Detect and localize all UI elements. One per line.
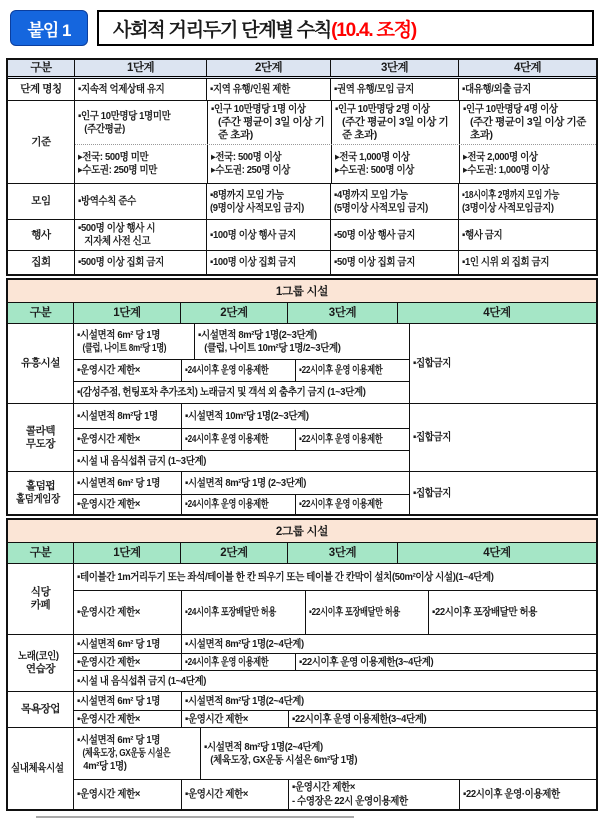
row-label: 행사 xyxy=(31,228,51,241)
cell: ▪4명까지 모임 가능 xyxy=(334,188,408,201)
cell: ▪운영시간 제한× xyxy=(77,433,141,446)
cell: ▪운영시간 제한× xyxy=(77,787,141,800)
cell: ▪100명 이상 집회 금지 xyxy=(210,256,296,269)
cell: ▪운영시간 제한× xyxy=(77,606,141,619)
cell: ▪운영시간 제한× xyxy=(77,655,141,668)
title-revision-note: (10.4. 조정) xyxy=(331,19,416,41)
cell: ▪24시이후 운영 이용제한 xyxy=(185,364,269,377)
cell: ▪시설면적 8m²당 1명(2~4단계) xyxy=(203,740,323,753)
cell: ▪시설면적 8m²당 1명 (2~3단계) xyxy=(185,476,307,489)
row-label: 목욕장업 xyxy=(21,703,60,716)
cell: ▪지속적 억제상태 유지 xyxy=(78,83,165,96)
group1-table xyxy=(6,278,598,516)
cell: ▪22시이후 운영 이용제한 xyxy=(298,498,383,511)
cell: ▪50명 이상 행사 금지 xyxy=(334,228,415,241)
col-header-stage2: 2단계 xyxy=(180,303,287,323)
group2-table xyxy=(6,518,598,810)
cell: ▪인구 10만명당 1명 이상 xyxy=(211,103,306,116)
cell: ▪시설면적 6m² 당 1명 xyxy=(77,476,161,489)
row-karaoke xyxy=(8,635,596,692)
group1-section-header: 1그룹 시설 xyxy=(8,280,596,303)
page-title: 사회적 거리두기 단계별 수칙 xyxy=(113,19,332,41)
cell: ▪18시이후 2명까지 모임 가능 xyxy=(462,188,560,201)
row-label: 집회 xyxy=(31,256,51,269)
cell: ▪인구 10만명당 4명 이상 xyxy=(463,103,558,116)
row-label: 노래(코인) xyxy=(17,650,59,663)
cell: ▪시설면적 8m²당 1명(2~4단계) xyxy=(185,694,304,707)
row-entertainment: 유흥시설 ▪시설면적 6m² 당 1명 (클럽, 나이트 8m²당 1명) ▪시설면적 8m²당 1명(2~3단계) (클럽, 나이트 10m²당 1명/2~3단계) ▪운영시간 제한× ▪24시이후 운영 이용제한 ▪22시이후 운영 이용제한 ▪(감성주점, 헌팅포차 추가조치) 노래금지 및 객석 외 춤추기 금지 (1~3단계) ▪집합금지 xyxy=(8,324,596,404)
cell: ▪24시이후 포장배달만 허용 xyxy=(185,606,277,619)
row-criteria: 기준 ▪인구 10만명당 1명미만 (주간평균) ▪인구 10만명당 1명 이상 (주간 평균이 3일 이상 기준 초과) ▪인구 10만명당 2명 이상 (주간 평균이 3일 이상 기준 초과) ▪인구 10만명당 4명 이상 (주간 평균이 3일 이상 기준 초과) ▸전국: 500명 미만 ▸수도권: 250명 미만 ▸전국: 500명 이상 ▸수도권: 250명 이상 ▸전국 1,000명 이상 ▸수도권: 500명 이상 ▸전국 2,000명 이상 ▸수도권: 1,000명 이상 xyxy=(8,101,596,184)
row-label: 단계 명칭 xyxy=(20,83,62,96)
cell: ▪시설면적 8m²당 1명(2~4단계) xyxy=(185,637,304,650)
cell: ▪22시이후 포장배달만 허용 xyxy=(308,606,400,619)
col-header-stage3: 3단계 xyxy=(330,60,458,76)
cell: ▪22시이후 운영·이용제한 xyxy=(463,787,560,800)
cell: ▪인구 10만명당 2명 이상 xyxy=(335,103,430,116)
table-header-row xyxy=(8,60,596,79)
cell: ▪시설면적 6m² 당 1명 xyxy=(77,637,161,650)
attachment-badge: 붙임 1 xyxy=(10,10,88,46)
col-header-stage2: 2단계 xyxy=(180,543,287,563)
cell: ▪운영시간 제한× xyxy=(77,712,141,725)
row-label: 실내체육시설 xyxy=(11,761,64,774)
row-holdem xyxy=(8,472,596,514)
title-box xyxy=(97,10,594,46)
cell: ▪운영시간 제한× xyxy=(77,364,141,377)
cell: ▪지역 유행/인원 제한 xyxy=(210,83,290,96)
row-label: 무도장 xyxy=(25,437,56,450)
row-event: 행사 ▪500명 이상 행사 시 지자체 사전 신고 ▪100명 이상 행사 금지 ▪50명 이상 행사 금지 ▪행사 금지 xyxy=(8,220,596,251)
col-header-stage3: 3단계 xyxy=(287,543,397,563)
cell: ▪시설면적 6m² 당 1명 xyxy=(77,734,161,747)
cell: ▸전국: 500명 이상 xyxy=(211,151,282,164)
row-label: 홀덤펍 xyxy=(25,480,56,493)
row-gathering: 모임 ▪방역수칙 준수 ▪8명까지 모임 가능 (9명이상 사적모임 금지) ▪4명까지 모임 가능 (5명이상 사적모임 금지) ▪18시이후 2명까지 모임 가능 (3명이상 사적모임금지) xyxy=(8,184,596,220)
cell: ▪권역 유행/모임 금지 xyxy=(334,83,414,96)
cell: ▪방역수칙 준수 xyxy=(78,195,136,208)
cell: ▪22시이후 포장배달만 허용 xyxy=(432,606,538,619)
cell: ▪22시이후 운영 이용제한 xyxy=(298,433,383,446)
cell: ▪운영시간 제한× xyxy=(185,787,249,800)
row-label: 유흥시설 xyxy=(21,357,60,370)
cell: ▸전국: 500명 미만 xyxy=(78,151,149,164)
cell: ▪시설면적 6m² 당 1명 xyxy=(77,328,161,341)
cell: ▪집합금지 xyxy=(412,431,451,444)
cell: ▪시설 내 음식섭취 금지 (1~4단계) xyxy=(77,674,207,687)
cell: ▪100명 이상 행사 금지 xyxy=(210,228,296,241)
row-label: 콜라텍 xyxy=(25,424,56,437)
cell: ▪시설면적 8m²당 1명 xyxy=(77,409,158,422)
col-header-stage1: 1단계 xyxy=(73,303,180,323)
group2-header-row xyxy=(8,543,596,564)
col-header-gubun: 구분 xyxy=(8,303,73,323)
cell: ▪집합금지 xyxy=(412,486,451,499)
row-label: 모임 xyxy=(31,195,51,208)
row-assembly xyxy=(8,251,596,274)
row-label: 카페 xyxy=(30,599,51,612)
cell: ▪시설면적 10m²당 1명(2~3단계) xyxy=(185,409,309,422)
row-label: 식당 xyxy=(30,586,51,599)
col-header-stage4: 4단계 xyxy=(458,60,596,76)
cell: ▪500명 이상 행사 시 xyxy=(78,222,156,235)
col-header-gubun: 구분 xyxy=(30,62,52,74)
row-stage-name xyxy=(8,79,596,101)
cell: ▪운영시간 제한× xyxy=(185,712,249,725)
document-header xyxy=(10,10,601,46)
row-indoor-sports: 실내체육시설 ▪시설면적 6m² 당 1명 (체육도장, GX운동 시설은 4m²당 1명) ▪시설면적 8m²당 1명(2~4단계) (체육도장, GX운동 시설은 6m²당 1명) ▪운영시간 제한× ▪운영시간 제한× ▪운영시간 제한× - 수영장은 22시 운영이용제한 ▪22시이후 운영·이용제한 xyxy=(8,728,596,808)
cell: ▪행사 금지 xyxy=(462,228,503,241)
cell: ▪대유행/외출 금지 xyxy=(462,83,531,96)
cell: ▸전국 2,000명 이상 xyxy=(463,151,538,164)
col-header-stage4: 4단계 xyxy=(397,543,596,563)
cell: ▪24시이후 운영 이용제한 xyxy=(185,655,269,668)
row-label: 홀덤게임장 xyxy=(16,493,60,506)
general-rules-table xyxy=(6,58,598,276)
col-header-stage1: 1단계 xyxy=(73,543,180,563)
row-colatec xyxy=(8,404,596,472)
cell: ▪24시이후 운영 이용제한 xyxy=(185,498,269,511)
group2-section-header: 2그룹 시설 xyxy=(8,520,596,543)
cell: ▪운영시간 제한× xyxy=(77,498,141,511)
cell: ▪500명 이상 집회 금지 xyxy=(78,256,164,269)
cell: ▪22시이후 운영 이용제한(3~4단계) xyxy=(298,655,434,668)
cell: ▪22시이후 운영 이용제한 xyxy=(298,364,383,377)
row-label: 기준 xyxy=(31,135,51,148)
cell: ▸전국 1,000명 이상 xyxy=(335,151,410,164)
group1-header-row xyxy=(8,303,596,324)
cell: ▪시설면적 6m² 당 1명 xyxy=(77,694,161,707)
col-header-stage2: 2단계 xyxy=(206,60,330,76)
cell: ▪22시이후 운영 이용제한(3~4단계) xyxy=(292,712,427,725)
row-restaurant-cafe xyxy=(8,564,596,635)
cell: ▪(감성주점, 헌팅포차 추가조치) 노래금지 및 객석 외 춤추기 금지 (1~3단계) xyxy=(77,386,366,399)
cell: ▪8명까지 모임 가능 xyxy=(210,188,284,201)
col-header-stage1: 1단계 xyxy=(74,60,206,76)
cell: ▪인구 10만명당 1명미만 xyxy=(78,109,171,122)
col-header-stage4: 4단계 xyxy=(397,303,596,323)
col-header-gubun: 구분 xyxy=(8,543,73,563)
cell: ▪시설 내 음식섭취 금지 (1~3단계) xyxy=(77,454,207,467)
cell: ▪시설면적 8m²당 1명(2~3단계) xyxy=(198,328,318,341)
cell: ▪24시이후 운영 이용제한 xyxy=(185,433,269,446)
footer-rule xyxy=(36,816,354,818)
cell: ▪1인 시위 외 집회 금지 xyxy=(462,256,550,269)
cell: ▪운영시간 제한× xyxy=(292,781,356,794)
row-bathhouse xyxy=(8,692,596,728)
row-label: 연습장 xyxy=(25,663,56,676)
col-header-stage3: 3단계 xyxy=(287,303,397,323)
cell: ▪집합금지 xyxy=(412,357,451,370)
cell: ▪테이블간 1m거리두기 또는 좌석/테이블 한 칸 띄우기 또는 테이블 간 칸막이 설치(50m²이상 시설)(1~4단계) xyxy=(77,570,494,583)
cell: ▪50명 이상 집회 금지 xyxy=(334,256,415,269)
